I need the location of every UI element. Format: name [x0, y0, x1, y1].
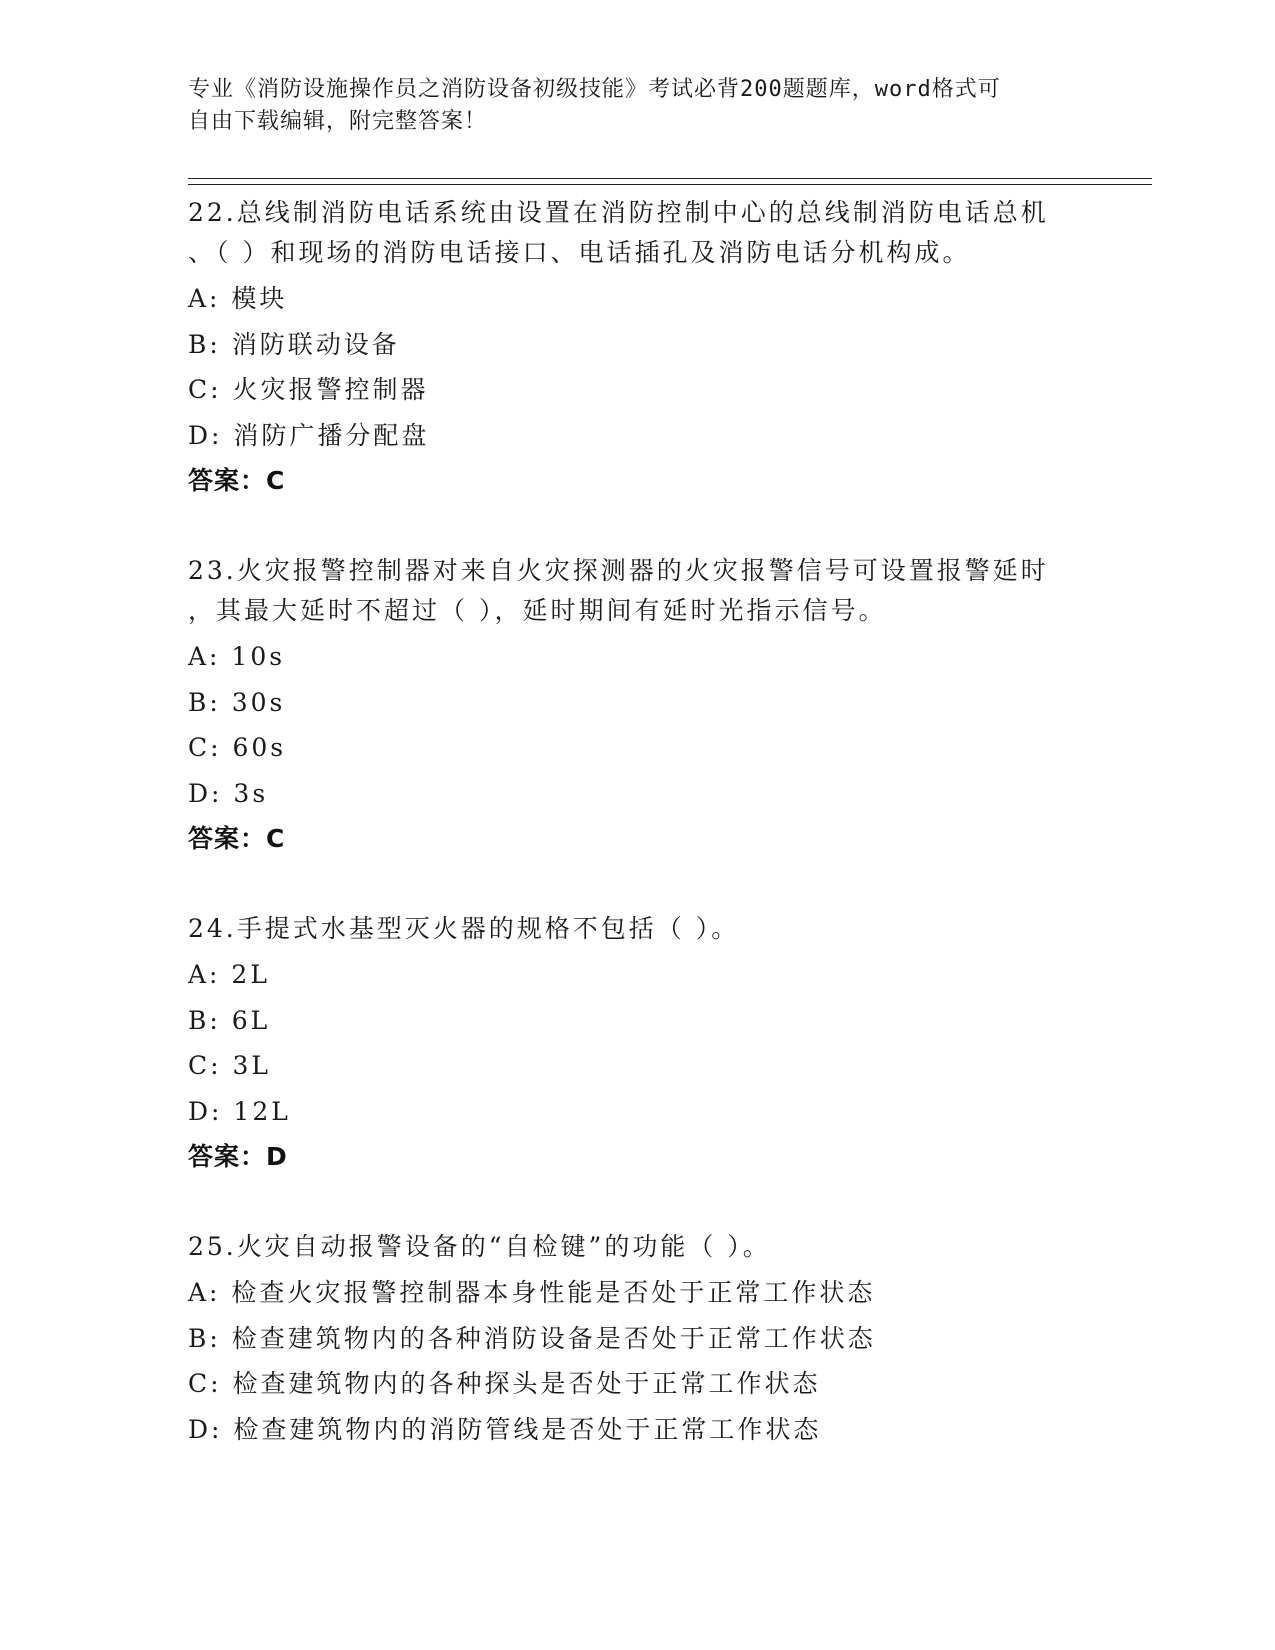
- option-b: B: 消防联动设备: [188, 329, 400, 359]
- question-stem: [188, 551, 1088, 631]
- question-25: [188, 1227, 1088, 1452]
- option-d: D: 消防广播分配盘: [188, 420, 430, 450]
- question-stem: [188, 193, 1088, 273]
- option-a: A: 2L: [188, 960, 270, 989]
- question-22: [188, 193, 1088, 503]
- question-stem-line: 、（ ）和现场的消防电话接口、电话插孔及消防电话分机构成。: [188, 238, 971, 267]
- question-stem-line: 23.火灾报警控制器对来自火灾探测器的火灾报警信号可设置报警延时: [188, 556, 1049, 585]
- option-b: B: 30s: [188, 687, 286, 717]
- question-23: [188, 551, 1088, 861]
- option-c: C: 3L: [188, 1051, 272, 1080]
- header-line-1: 专业《消防设施操作员之消防设备初级技能》考试必背200题题库，word格式可: [188, 77, 1001, 102]
- document-header: [188, 74, 1068, 138]
- option-c: C: 60s: [188, 733, 287, 762]
- question-stem-line: 22.总线制消防电话系统由设置在消防控制中心的总线制消防电话总机: [188, 198, 1049, 227]
- option-c: C: 检查建筑物内的各种探头是否处于正常工作状态: [188, 1369, 821, 1398]
- option-a: A: 模块: [188, 284, 288, 313]
- option-d: D: 3s: [188, 778, 269, 808]
- option-c: C: 火灾报警控制器: [188, 375, 429, 404]
- option-a: A: 10s: [188, 642, 286, 671]
- question-stem-line: ，其最大延时不超过（ ），延时期间有延时光指示信号。: [188, 596, 887, 625]
- answer-text: 答案：D: [188, 1142, 288, 1171]
- question-list: [188, 191, 1088, 1452]
- question-stem: [188, 909, 1088, 949]
- answer-text: 答案：C: [188, 466, 286, 495]
- option-a: A: 检查火灾报警控制器本身性能是否处于正常工作状态: [188, 1278, 876, 1307]
- header-divider-bottom: [188, 184, 1152, 185]
- question-24: [188, 909, 1088, 1179]
- option-d: D: 12L: [188, 1096, 291, 1126]
- question-stem-line: 24.手提式水基型灭火器的规格不包括（ ）。: [188, 914, 740, 943]
- question-stem-line: 25.火灾自动报警设备的“自检键”的功能（ ）。: [188, 1232, 771, 1261]
- option-b: B: 6L: [188, 1005, 271, 1035]
- header-divider-top: [188, 178, 1152, 179]
- option-d: D: 检查建筑物内的消防管线是否处于正常工作状态: [188, 1414, 822, 1444]
- header-line-2: 自由下载编辑，附完整答案！: [188, 109, 488, 134]
- answer-text: 答案：C: [188, 824, 286, 853]
- question-stem: [188, 1227, 1088, 1267]
- option-b: B: 检查建筑物内的各种消防设备是否处于正常工作状态: [188, 1323, 876, 1353]
